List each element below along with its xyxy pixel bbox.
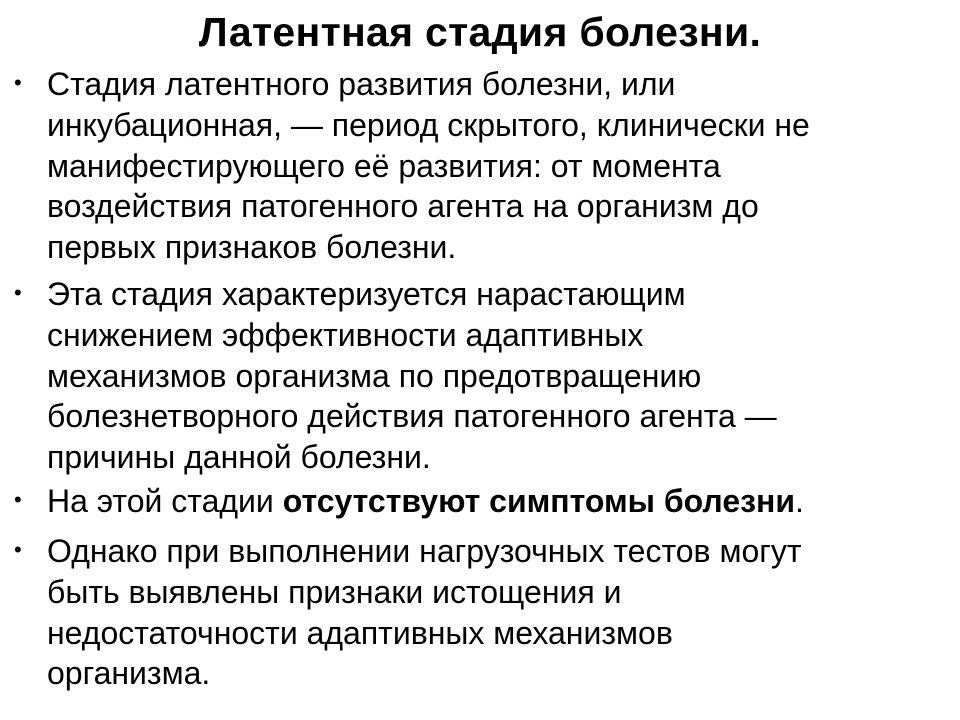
bullet-line: Однако при выполнении нагрузочных тестов могут [47,533,802,569]
bullet-text [47,64,952,268]
bullet-line [47,481,952,522]
bullet-text [47,531,952,694]
bullet-line: снижением эффективности адаптивных [47,316,644,353]
slide-title: Латентная стадия болезни. [198,9,762,55]
bullet-line: Стадия латентного развития болезни, или [47,66,676,102]
bullet-line: Эта стадия характеризуется нарастающим [47,276,686,312]
bullet-line: быть выявлены признаки истощения и [47,573,622,610]
bullet-text-suffix: . [795,483,804,519]
bullet-marker: • [14,487,22,512]
bullet-marker: • [14,280,22,305]
bullet-line: организма. [47,655,211,692]
bullet-marker: • [14,537,22,562]
bullet-line: инкубационная, — период скрытого, клинически не [47,106,810,143]
bullet-text [47,481,952,522]
bullet-text [47,274,952,478]
bullet-text-prefix: На этой стадии [47,483,283,519]
bullet-text-emphasis: отсутствуют симптомы болезни [282,483,796,519]
bullet-line: причины данной болезни. [47,439,431,476]
bullet-line: первых признаков болезни. [47,229,457,266]
bullet-line: манифестирующего её развития: от момента [47,147,721,184]
bullet-marker: • [14,70,22,95]
bullet-line: механизмов организма по предотвращению [47,357,702,394]
bullet-line: воздействия патогенного агента на организм до [47,188,759,225]
bullet-line: недостаточности адаптивных механизмов [47,614,673,651]
bullet-line: болезнетворного действия патогенного агента — [47,398,777,435]
